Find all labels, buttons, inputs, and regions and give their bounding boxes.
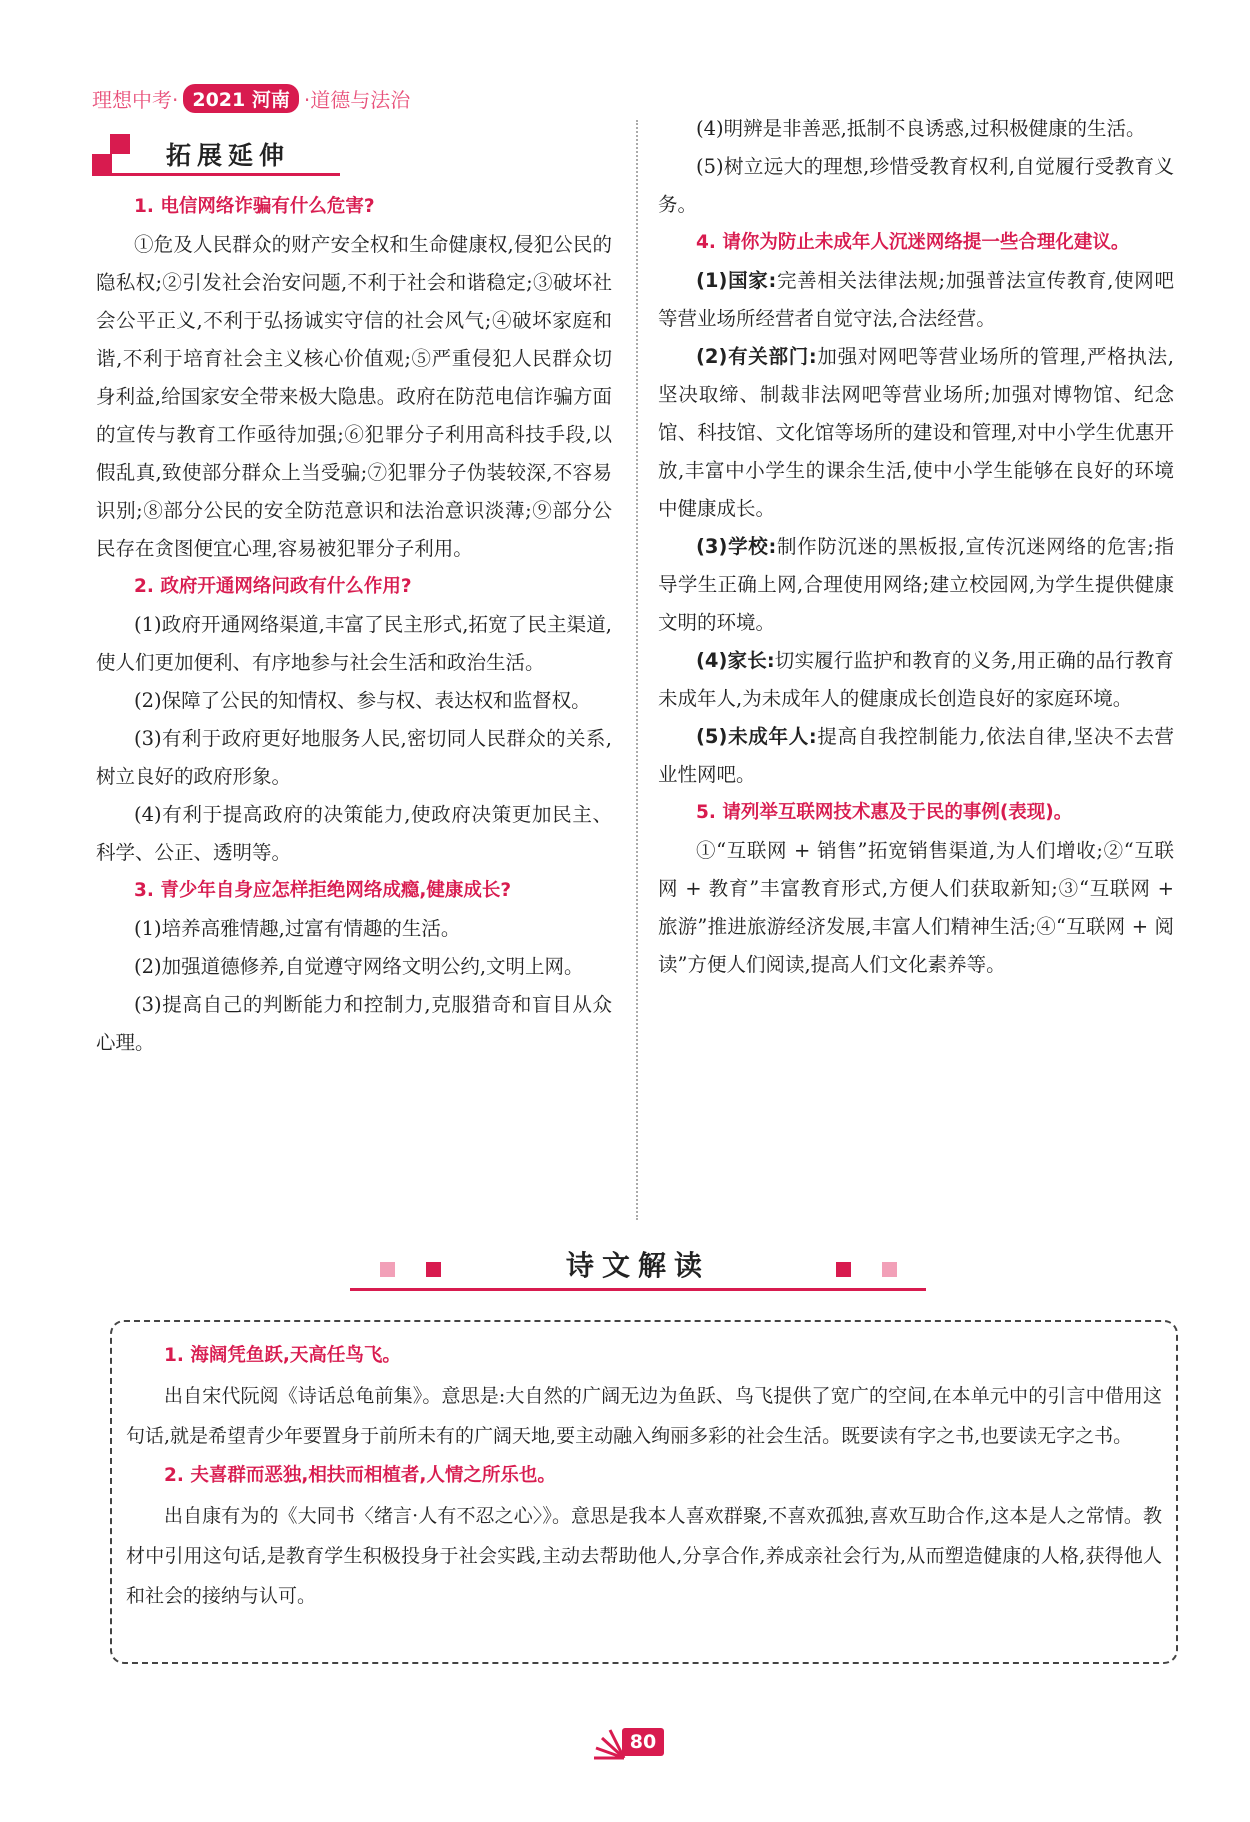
book-name: 理想中考· <box>92 88 179 112</box>
answer-3-item: (2)加强道德修养,自觉遵守网络文明公约,文明上网。 <box>134 955 584 978</box>
question-1: 1. 电信网络诈骗有什么危害? <box>134 196 375 217</box>
answer-3-item: (5)树立远大的理想,珍惜受教育权利,自觉履行受教育义务。 <box>658 155 1174 216</box>
answer-4-text: 完善相关法律法规;加强普法宣传教育,使网吧等营业场所经营者自觉守法,合法经营。 <box>658 269 1174 330</box>
year-region-badge: 2021 河南 <box>183 84 299 113</box>
extension-section-title <box>92 132 340 176</box>
answer-4-label: (3)学校: <box>696 535 777 558</box>
question-3: 3. 青少年自身应怎样拒绝网络成瘾,健康成长? <box>134 880 512 901</box>
answer-4-label: (5)未成年人: <box>696 725 817 748</box>
left-column <box>96 188 612 1062</box>
answer-2-item: (3)有利于政府更好地服务人民,密切同人民群众的关系,树立良好的政府形象。 <box>96 727 612 788</box>
answer-4-item <box>658 528 1174 642</box>
answer-2-item: (2)保障了公民的知情权、参与权、表达权和监督权。 <box>134 689 591 712</box>
answer-1: ①危及人民群众的财产安全权和生命健康权,侵犯公民的隐私权;②引发社会治安问题,不利于社会和谐稳定;③破坏社会公平正义,不利于弘扬诚实守信的社会风气;④破坏家庭和谐,不利于培育社会主义核心价值观;⑤严重侵犯人民群众切身利益,给国家安全带来极大隐患。政府在防范电信诈骗方面的宣传与教育工作亟待加强;⑥犯罪分子利用高科技手段,以假乱真,致使部分群众上当受骗;⑦犯罪分子伪装较深,不容易识别;⑧部分公民的安全防范意识和法治意识淡薄;⑨部分公民存在贪图便宜心理,容易被犯罪分子利用。 <box>96 233 612 560</box>
running-header <box>92 84 410 113</box>
title-underline <box>350 1288 926 1291</box>
answer-4-item <box>658 642 1174 718</box>
poem-section-title <box>350 1240 926 1292</box>
poem-explanation-1: 出自宋代阮阅《诗话总龟前集》。意思是:大自然的广阔无边为鱼跃、鸟飞提供了宽广的空间,在本单元中的引言中借用这句话,就是希望青少年要置身于前所未有的广阔天地,要主动融入绚丽多彩的社会生活。既要读有字之书,也要读无字之书。 <box>126 1385 1162 1447</box>
title-square-decoration <box>836 1262 851 1277</box>
extension-title-text: 拓展延伸 <box>166 141 291 170</box>
column-divider <box>636 120 638 1220</box>
answer-4-label: (4)家长: <box>696 649 775 672</box>
title-square-decoration <box>882 1262 897 1277</box>
page-number: 80 <box>622 1728 664 1756</box>
question-2: 2. 政府开通网络问政有什么作用? <box>134 576 412 597</box>
answer-4-text: 提高自我控制能力,依法自律,坚决不去营业性网吧。 <box>658 725 1174 786</box>
subject-name: ·道德与法治 <box>303 88 411 112</box>
answer-3-item: (3)提高自己的判断能力和控制力,克服猎奇和盲目从众心理。 <box>96 993 612 1054</box>
poem-quote-1: 1. 海阔凭鱼跃,天高任鸟飞。 <box>164 1345 401 1366</box>
poem-box <box>110 1320 1178 1664</box>
answer-4-label: (2)有关部门: <box>696 345 817 368</box>
poem-explanation-2: 出自康有为的《大同书〈绪言·人有不忍之心〉》。意思是我本人喜欢群聚,不喜欢孤独,喜欢互助合作,这本是人之常情。教材中引用这句话,是教育学生积极投身于社会实践,主动去帮助他人,分享合作,养成亲社会行为,从而塑造健康的人格,获得他人和社会的接纳与认可。 <box>126 1505 1162 1607</box>
answer-3-item: (1)培养高雅情趣,过富有情趣的生活。 <box>134 917 461 940</box>
answer-4-text: 制作防沉迷的黑板报,宣传沉迷网络的危害;指导学生正确上网,合理使用网络;建立校园网,为学生提供健康文明的环境。 <box>658 535 1174 634</box>
question-4: 4. 请你为防止未成年人沉迷网络提一些合理化建议。 <box>696 232 1130 253</box>
answer-4-label: (1)国家: <box>696 269 777 292</box>
answer-3-item: (4)明辨是非善恶,抵制不良诱惑,过积极健康的生活。 <box>696 117 1146 140</box>
title-square-decoration <box>110 134 130 154</box>
poem-title-text: 诗文解读 <box>565 1249 710 1282</box>
answer-4-item <box>658 718 1174 794</box>
answer-4-item <box>658 338 1174 528</box>
poem-quote-2: 2. 夫喜群而恶独,相扶而相植者,人情之所乐也。 <box>164 1465 556 1486</box>
answer-2-item: (4)有利于提高政府的决策能力,使政府决策更加民主、科学、公正、透明等。 <box>96 803 612 864</box>
answer-2-item: (1)政府开通网络渠道,丰富了民主形式,拓宽了民主渠道,使人们更加便利、有序地参与社会生活和政治生活。 <box>96 613 612 674</box>
title-square-decoration <box>92 154 112 174</box>
fan-lines-icon <box>590 1726 626 1760</box>
answer-4-text: 切实履行监护和教育的义务,用正确的品行教育未成年人,为未成年人的健康成长创造良好的家庭环境。 <box>658 649 1174 710</box>
answer-4-text: 加强对网吧等营业场所的管理,严格执法,坚决取缔、制裁非法网吧等营业场所;加强对博物馆、纪念馆、科技馆、文化馆等场所的建设和管理,对中小学生优惠开放,丰富中小学生的课余生活,使中小学生能够在良好的环境中健康成长。 <box>658 345 1174 520</box>
answer-4-item <box>658 262 1174 338</box>
question-5: 5. 请列举互联网技术惠及于民的事例(表现)。 <box>696 802 1073 823</box>
page-number-badge <box>590 1722 670 1762</box>
right-column <box>658 110 1174 984</box>
title-underline <box>92 173 340 176</box>
answer-5: ①“互联网 + 销售”拓宽销售渠道,为人们增收;②“互联网 + 教育”丰富教育形式,方便人们获取新知;③“互联网 + 旅游”推进旅游经济发展,丰富人们精神生活;④“互联网 + 阅读”方便人们阅读,提高人们文化素养等。 <box>658 839 1174 976</box>
